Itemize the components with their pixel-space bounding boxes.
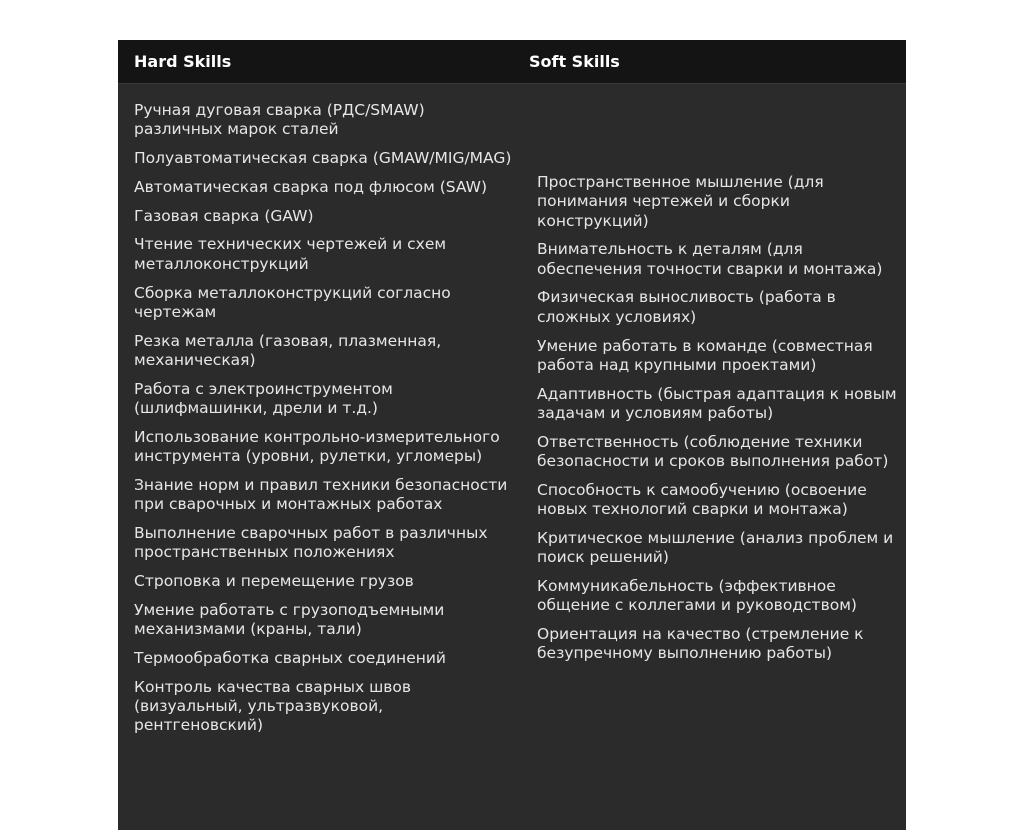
soft-skill-item: Внимательность к деталям (для обеспечения точности сварки и монтажа): [537, 240, 883, 278]
table-header-row: [118, 40, 906, 84]
table-body-row: [118, 84, 906, 745]
soft-skill-item: Критическое мышление (анализ проблем и поиск решений): [537, 528, 894, 567]
hard-skill-item: Работа с электроинструментом (шлифмашинки, дрели и т.д.): [134, 379, 393, 418]
hard-skill-item: Чтение технических чертежей и схем металлоконструкций: [134, 235, 447, 273]
hard-skill-item: Резка металла (газовая, плазменная, механическая): [134, 331, 442, 369]
hard-skill-item: Полуавтоматическая сварка (GMAW/MIG/MAG): [134, 149, 512, 168]
hard-skill-item: Умение работать с грузоподъемными механизмами (краны, тали): [134, 600, 445, 639]
soft-skill-item: Адаптивность (быстрая адаптация к новым задачам и условиям работы): [537, 384, 897, 422]
skills-table: [118, 40, 906, 830]
soft-skill-item: Физическая выносливость (работа в сложных условиях): [537, 288, 836, 326]
hard-skill-item: Строповка и перемещение грузов: [134, 572, 414, 591]
hard-skill-item: Знание норм и правил техники безопасности при сварочных и монтажных работах: [134, 475, 508, 514]
hard-skill-item: Выполнение сварочных работ в различных пространственных положениях: [134, 524, 488, 562]
soft-skill-item: Коммуникабельность (эффективное общение с коллегами и руководством): [537, 577, 857, 615]
hard-skill-item: Сборка металлоконструкций согласно чертежам: [134, 283, 451, 321]
hard-skills-column: [118, 84, 521, 745]
soft-skill-item: Способность к самообучению (освоение новых технологий сварки и монтажа): [537, 480, 867, 519]
soft-skills-column: [521, 84, 906, 745]
hard-skill-item: Использование контрольно-измерительного инструмента (уровни, рулетки, угломеры): [134, 427, 500, 466]
hard-skill-item: Автоматическая сварка под флюсом (SAW): [134, 177, 488, 196]
hard-skill-item: Газовая сварка (GAW): [134, 206, 314, 225]
hard-skill-item: Ручная дуговая сварка (РДС/SMAW) различных марок сталей: [134, 101, 425, 139]
header-soft-skills: Soft Skills: [528, 52, 620, 71]
soft-skill-item: Пространственное мышление (для понимания чертежей и сборки конструкций): [537, 172, 824, 230]
soft-skill-item: Ответственность (соблюдение техники безопасности и сроков выполнения работ): [537, 432, 889, 471]
hard-skill-item: Контроль качества сварных швов (визуальный, ультразвуковой, рентгеновский): [134, 677, 412, 735]
soft-skill-item: Ориентация на качество (стремление к безупречному выполнению работы): [537, 625, 864, 663]
hard-skill-item: Термообработка сварных соединений: [134, 649, 447, 668]
header-hard-skills: Hard Skills: [134, 52, 232, 71]
soft-skill-item: Умение работать в команде (совместная работа над крупными проектами): [537, 336, 873, 374]
